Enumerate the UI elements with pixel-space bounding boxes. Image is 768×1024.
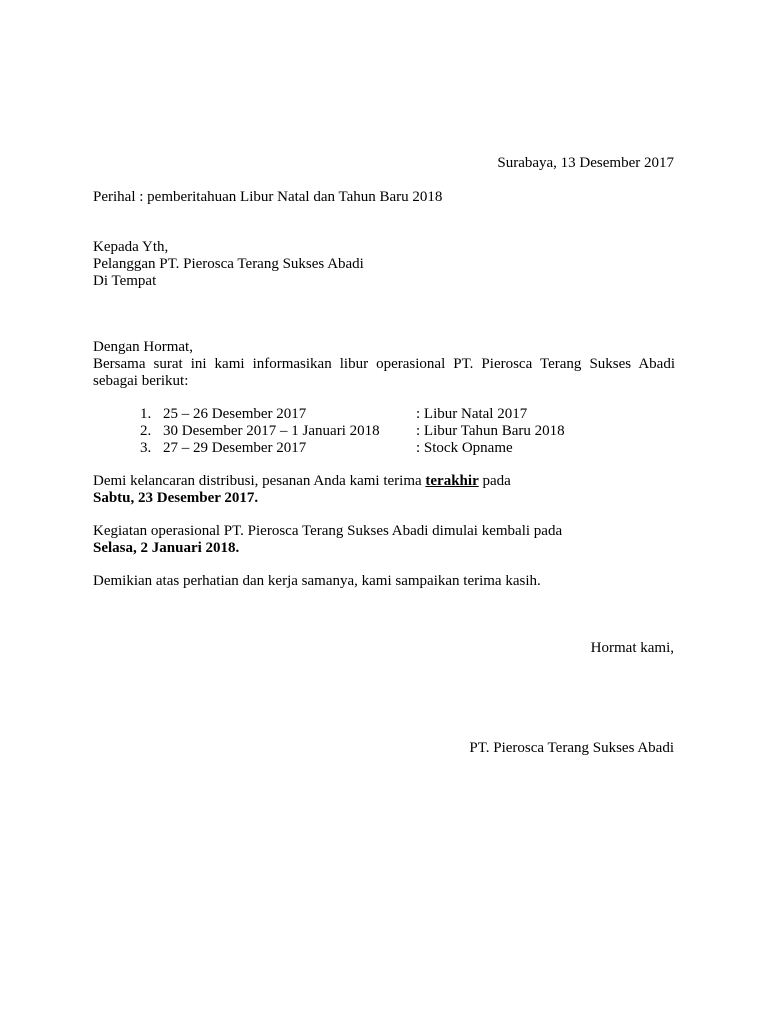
- list-item-date: 25 – 26 Desember 2017: [163, 406, 307, 422]
- place-date: Surabaya, 13 Desember 2017: [497, 155, 674, 171]
- recipient-name: Pelanggan PT. Pierosca Terang Sukses Abadi: [93, 256, 364, 272]
- order-paragraph: [93, 472, 511, 490]
- resume-paragraph: Kegiatan operasional PT. Pierosca Terang Sukses Abadi dimulai kembali pada: [93, 523, 563, 539]
- recipient-salutation: Kepada Yth,: [93, 239, 169, 255]
- list-item-date: 27 – 29 Desember 2017: [163, 440, 307, 456]
- list-item-description: : Libur Natal 2017: [416, 406, 528, 422]
- greeting: Dengan Hormat,: [93, 339, 193, 355]
- recipient-location: Di Tempat: [93, 273, 157, 289]
- list-item-number: 1.: [140, 406, 152, 422]
- closing-paragraph: Demikian atas perhatian dan kerja samanya, kami sampaikan terima kasih.: [93, 573, 541, 589]
- resume-date: Selasa, 2 Januari 2018.: [93, 540, 240, 556]
- subject-line: Perihal : pemberitahuan Libur Natal dan Tahun Baru 2018: [93, 189, 443, 205]
- list-item-description: : Libur Tahun Baru 2018: [416, 423, 565, 439]
- intro-paragraph-line2: sebagai berikut:: [93, 373, 189, 389]
- intro-paragraph-line1: Bersama surat ini kami informasikan libur operasional PT. Pierosca Terang Sukses Abadi: [93, 356, 675, 372]
- order-emphasis: terakhir: [425, 473, 479, 489]
- list-item-number: 2.: [140, 423, 152, 439]
- list-item-description: : Stock Opname: [416, 440, 513, 456]
- order-deadline-date: Sabtu, 23 Desember 2017.: [93, 490, 259, 506]
- signature-company: PT. Pierosca Terang Sukses Abadi: [469, 740, 674, 756]
- list-item-date: 30 Desember 2017 – 1 Januari 2018: [163, 423, 380, 439]
- list-item-number: 3.: [140, 440, 152, 456]
- order-text-before: Demi kelancaran distribusi, pesanan Anda kami terima: [93, 473, 426, 489]
- order-text-after: pada: [478, 473, 511, 489]
- sign-off: Hormat kami,: [590, 640, 674, 656]
